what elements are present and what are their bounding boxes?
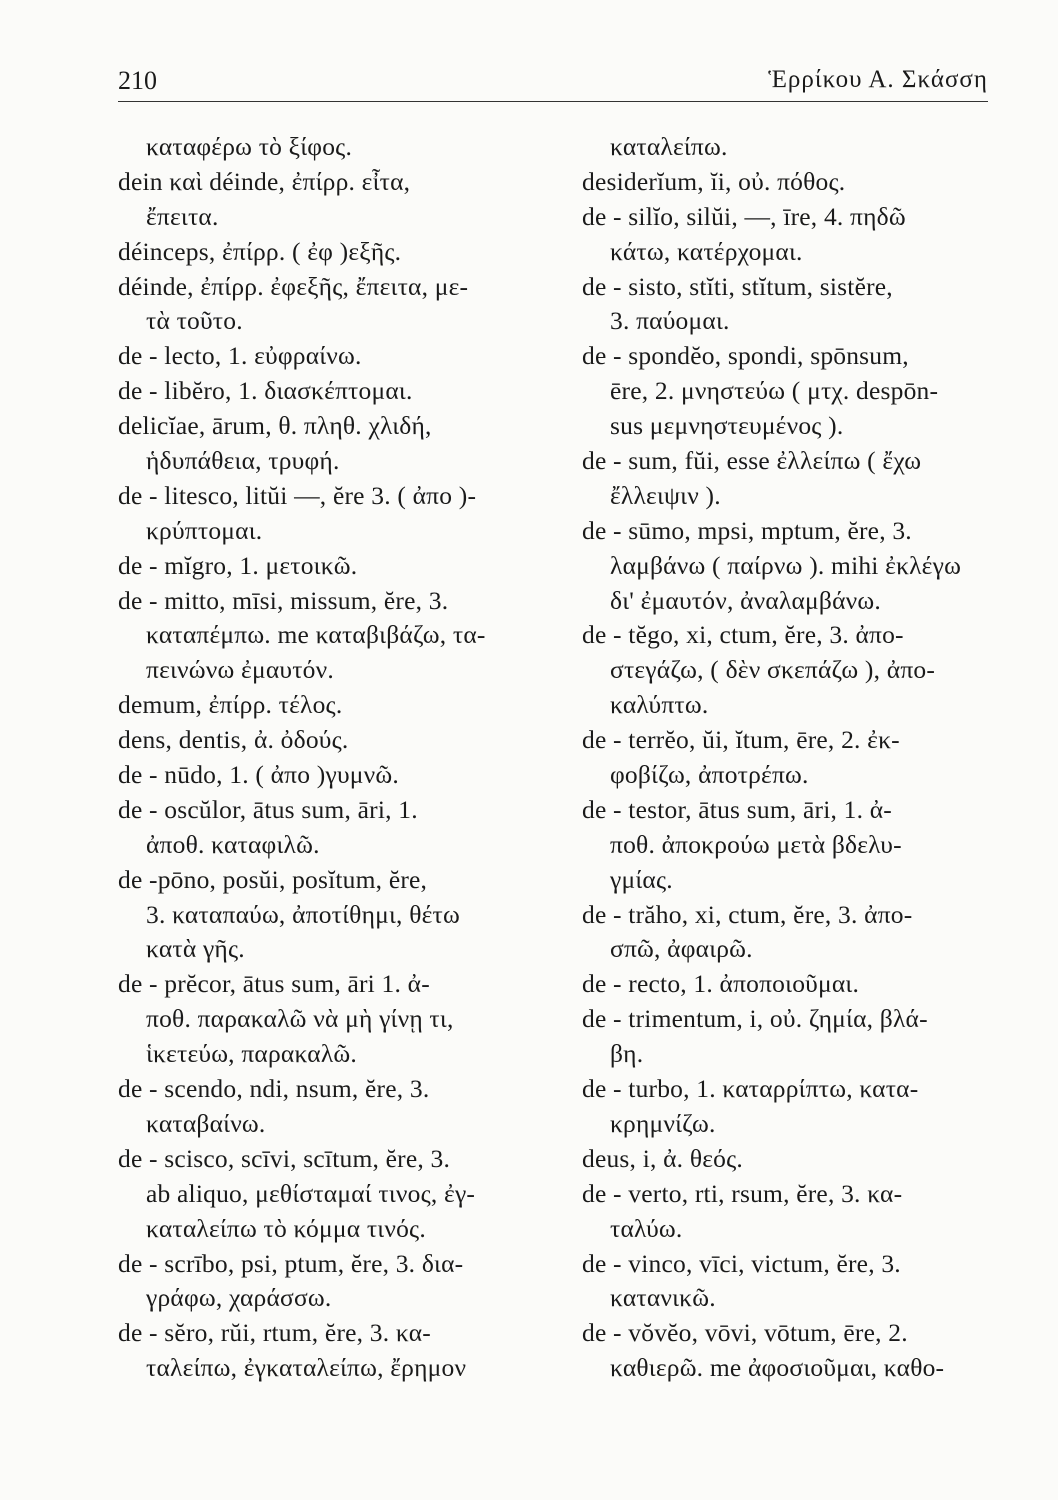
dictionary-line: de - recto, 1. ἀποποιοῦμαι. [582,969,860,999]
dictionary-line: de - trimentum, i, οὐ. ζημία, βλά- [582,1004,928,1034]
dictionary-line: desiderĭum, ĭi, οὐ. πόθος. [582,166,846,196]
dictionary-line: καθιερῶ. me ἀφοσιοῦμαι, καθο- [610,1353,945,1383]
dictionary-line: de - scendo, ndi, nsum, ĕre, 3. [118,1074,430,1104]
dictionary-line: ἔπειτα. [146,201,219,231]
dictionary-line: καταβαίνω. [146,1108,266,1138]
dictionary-line: de - mitto, mīsi, missum, ĕre, 3. [118,585,449,615]
dictionary-line: de - sūmo, mpsi, mptum, ĕre, 3. [582,515,912,545]
dictionary-line: καλύπτω. [610,690,709,720]
dictionary-line: γμίας. [610,864,673,894]
dictionary-line: déinde, ἐπίρρ. ἐφεξῆς, ἔπειτα, με- [118,271,469,301]
dictionary-line: δι' ἐμαυτόν, ἀναλαμβάνω. [610,585,881,615]
dictionary-line: ἱκετεύω, παρακαλῶ. [146,1039,357,1069]
dictionary-line: de - lecto, 1. εὐφραίνω. [118,341,362,371]
dictionary-line: de - vinco, vīci, victum, ĕre, 3. [582,1248,901,1278]
dictionary-line: πεινώνω ἐμαυτόν. [146,655,334,685]
dictionary-line: στεγάζω, ( δὲν σκεπάζω ), ἀπο- [610,655,936,685]
dictionary-line: γράφω, χαράσσω. [146,1283,332,1313]
dictionary-line: de - testor, ātus sum, āri, 1. ἀ- [582,794,892,824]
dictionary-line: de - spondĕo, spondi, spōnsum, [582,341,909,371]
dictionary-line: ταλύω. [610,1213,683,1243]
dictionary-line: ἔλλειψιν ). [610,480,721,510]
dictionary-line: de - scrībo, psi, ptum, ĕre, 3. δια- [118,1248,464,1278]
dictionary-line: de - sĕro, rŭi, rtum, ĕre, 3. κα- [118,1318,431,1348]
dictionary-line: τὰ τοῦτο. [146,306,243,336]
dictionary-line: demum, ἐπίρρ. τέλος. [118,690,343,720]
header-rule [118,101,988,102]
dictionary-line: dens, dentis, ἀ. ὀδούς. [118,725,349,755]
dictionary-line: de - turbo, 1. καταρρίπτω, κατα- [582,1074,919,1104]
dictionary-line: de - vŏvĕo, vōvi, vōtum, ēre, 2. [582,1318,908,1348]
dictionary-line: de - silĭo, silŭi, —, īre, 4. πηδῶ [582,201,906,231]
dictionary-line: κρύπτομαι. [146,515,263,545]
dictionary-line: καταλείπω τὸ κόμμα τινός. [146,1213,426,1243]
dictionary-line: ταλείπω, ἐγκαταλείπω, ἔρημον [146,1353,467,1383]
dictionary-line: φοβίζω, ἀποτρέπω. [610,760,809,790]
dictionary-line: de - mĭgro, 1. μετοικῶ. [118,550,358,580]
dictionary-line: κάτω, κατέρχομαι. [610,236,803,266]
dictionary-line: de - nūdo, 1. ( ἀπο )γυμνῶ. [118,760,399,790]
dictionary-line: de - scisco, scīvi, scītum, ĕre, 3. [118,1143,451,1173]
dictionary-line: κατὰ γῆς. [146,934,245,964]
dictionary-line: de -pōno, posŭi, posĭtum, ĕre, [118,864,428,894]
page-header [118,66,988,100]
dictionary-line: déinceps, ἐπίρρ. ( ἐφ )εξῆς. [118,236,402,266]
dictionary-line: καταφέρω τὸ ξίφος. [146,132,353,161]
dictionary-line: ab aliquo, μεθίσταμαί τινος, ἐγ- [146,1178,476,1208]
dictionary-line: κατανικῶ. [610,1283,716,1313]
dictionary-line: ποθ. παρακαλῶ νὰ μὴ γίνῃ τι, [146,1004,454,1034]
dictionary-line: dein καὶ déinde, ἐπίρρ. εἶτα, [118,166,411,196]
dictionary-line: de - tĕgo, xi, ctum, ĕre, 3. ἀπο- [582,620,904,650]
dictionary-line: βη. [610,1039,644,1069]
dictionary-line: sus μεμνηστευμένος ). [610,411,844,441]
dictionary-line: 3. καταπαύω, ἀποτίθημι, θέτω [146,899,460,929]
dictionary-line: de - oscŭlor, ātus sum, āri, 1. [118,794,418,824]
page-number: 210 [118,66,157,95]
dictionary-line: καταλείπω. [610,132,728,161]
running-head: Ἑρρίκου Α. Σκάσση [768,66,988,93]
dictionary-line: 3. παύομαι. [610,306,730,336]
dictionary-line: ποθ. ἀποκρούω μετὰ βδελυ- [610,829,902,859]
dictionary-line: de - trăho, xi, ctum, ĕre, 3. ἀπο- [582,899,913,929]
dictionary-line: de - libĕro, 1. διασκέπτομαι. [118,376,413,406]
dictionary-line: de - sisto, stĭti, stĭtum, sistĕre, [582,271,893,301]
dictionary-line: de - litesco, litŭi —, ĕre 3. ( ἀπο )- [118,480,477,510]
dictionary-line: κρημνίζω. [610,1108,716,1138]
dictionary-line: delicĭae, ārum, θ. πληθ. χλιδή, [118,411,432,441]
dictionary-line: ἡδυπάθεια, τρυφή. [146,446,340,476]
dictionary-line: ēre, 2. μνηστεύω ( μτχ. despōn- [610,376,939,406]
dictionary-line: καταπέμπω. me καταβιβάζω, τα- [146,620,486,650]
right-column [582,130,994,1386]
dictionary-line: de - verto, rti, rsum, ĕre, 3. κα- [582,1178,903,1208]
dictionary-line: deus, i, ἀ. θεός. [582,1143,743,1173]
dictionary-line: de - prĕcor, ātus sum, āri 1. ἀ- [118,969,430,999]
dictionary-line: de - sum, fŭi, esse ἐλλείπω ( ἔχω [582,446,922,476]
dictionary-line: de - terrĕo, ŭi, ĭtum, ēre, 2. ἐκ- [582,725,900,755]
dictionary-line: σπῶ, ἀφαιρῶ. [610,934,753,964]
dictionary-line: ἀποθ. καταφιλῶ. [146,829,320,859]
dictionary-line: λαμβάνω ( παίρνω ). mihi ἐκλέγω [610,550,962,580]
left-column [118,130,548,1386]
